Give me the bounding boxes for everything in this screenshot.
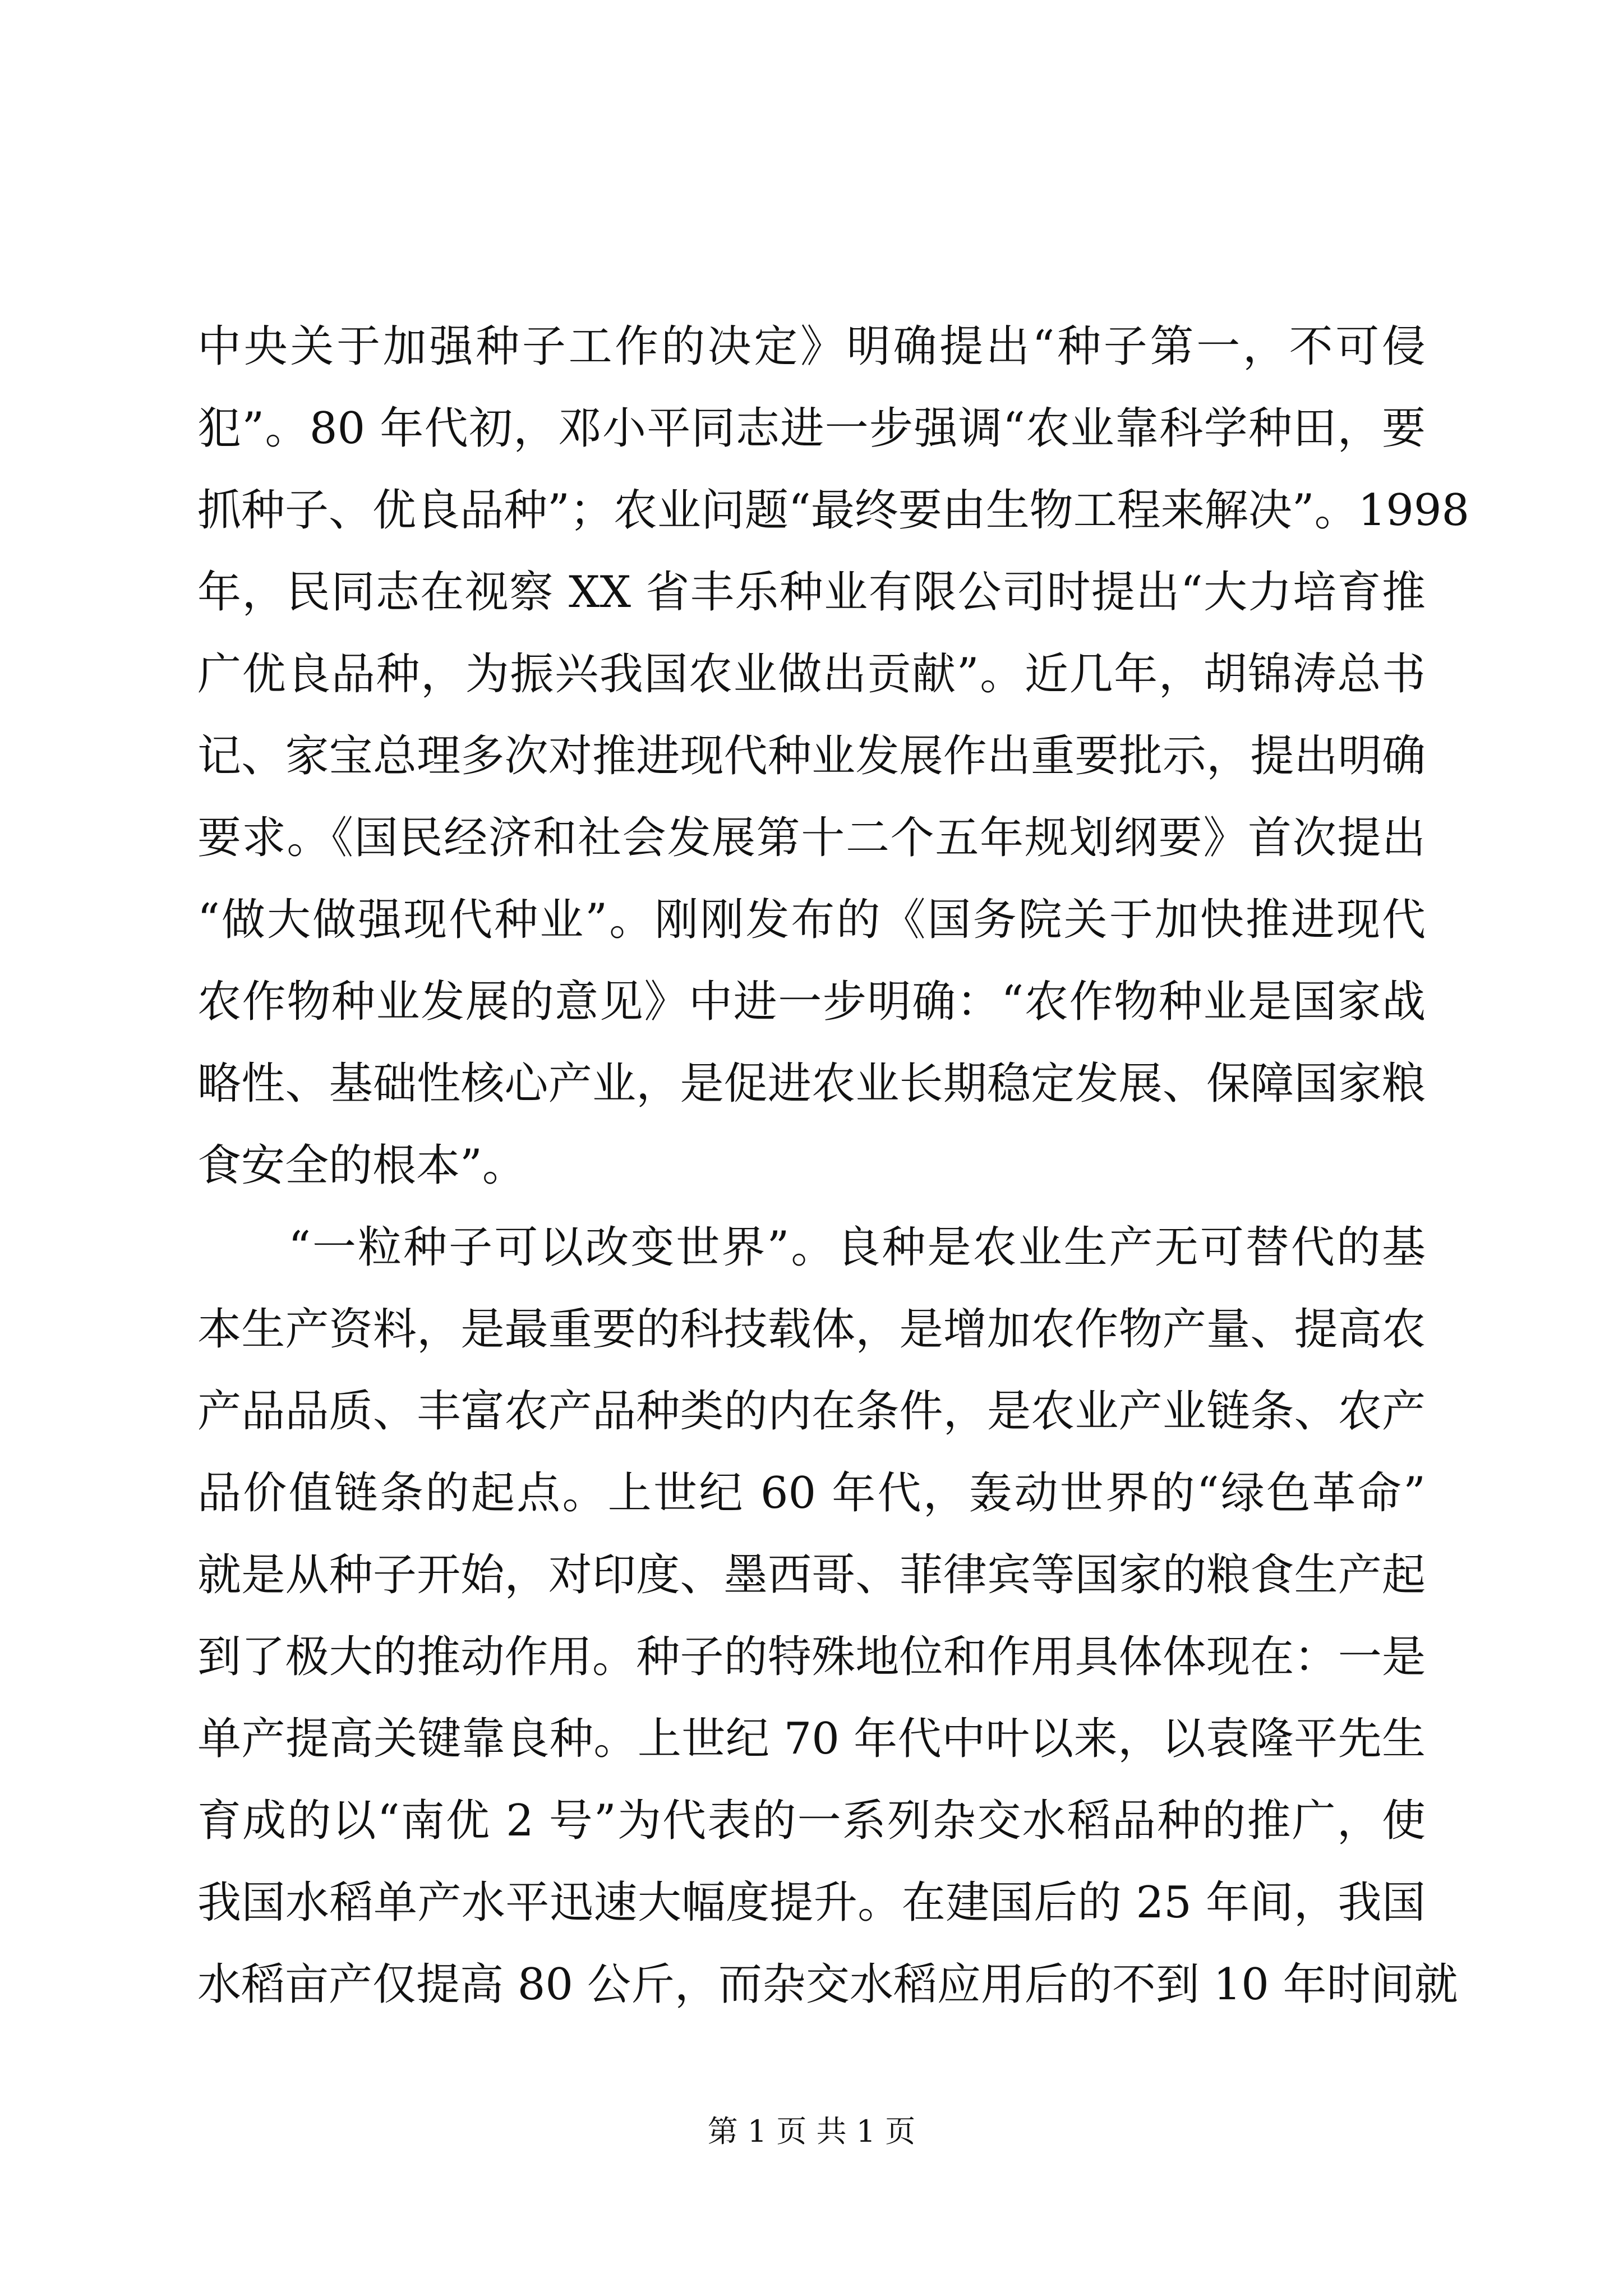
text-line: 广优良品种，为振兴我国农业做出贡献”。近几年，胡锦涛总书 [197,649,1426,700]
page-footer [0,2112,1623,2151]
text-line: 抓种子、优良品种”；农业问题“最终要由生物工程来解决”。1998 [197,485,1470,536]
text-line: 就是从种子开始，对印度、墨西哥、菲律宾等国家的粮食生产起 [197,1550,1426,1600]
text-line: 略性、基础性核心产业，是促进农业长期稳定发展、保障国家粮 [197,1059,1426,1109]
text-line: 到了极大的推动作用。种子的特殊地位和作用具体体现在：一是 [197,1632,1426,1682]
text-line: 中央关于加强种子工作的决定》明确提出“种子第一，不可侵 [197,321,1426,372]
text-line: 育成的以“南优 2 号”为代表的一系列杂交水稻品种的推广，使 [197,1796,1426,1846]
text-line: 品价值链条的起点。上世纪 60 年代，轰动世界的“绿色革命” [197,1468,1426,1519]
text-line: “做大做强现代种业”。刚刚发布的《国务院关于加快推进现代 [197,895,1426,945]
text-line: 产品品质、丰富农产品种类的内在条件，是农业产业链条、农产 [197,1386,1426,1437]
text-line: 本生产资料，是最重要的科技载体，是增加农作物产量、提高农 [197,1304,1426,1355]
text-line: 要求。《国民经济和社会发展第十二个五年规划纲要》首次提出 [197,813,1426,863]
text-line: 水稻亩产仅提高 80 公斤，而杂交水稻应用后的不到 10 年时间就 [197,1959,1458,2010]
text-line: 我国水稻单产水平迅速大幅度提升。在建国后的 25 年间，我国 [197,1878,1426,1928]
text-line: 年，民同志在视察 XX 省丰乐种业有限公司时提出“大力培育推 [197,567,1426,618]
page-number-label: 第 1 页 共 1 页 [707,2114,916,2149]
text-line: 单产提高关键靠良种。上世纪 70 年代中叶以来，以袁隆平先生 [197,1714,1426,1764]
text-line-paragraph-end: 食安全的根本”。 [197,1140,526,1191]
text-line: 农作物种业发展的意见》中进一步明确：“农作物种业是国家战 [197,977,1426,1027]
body-text [197,306,1470,2026]
text-line: 犯”。80 年代初，邓小平同志进一步强调“农业靠科学种田，要 [197,403,1426,454]
text-line-paragraph-start: “一粒种子可以改变世界”。良种是农业生产无可替代的基 [197,1222,1426,1273]
text-line: 记、家宝总理多次对推进现代种业发展作出重要批示，提出明确 [197,731,1426,781]
